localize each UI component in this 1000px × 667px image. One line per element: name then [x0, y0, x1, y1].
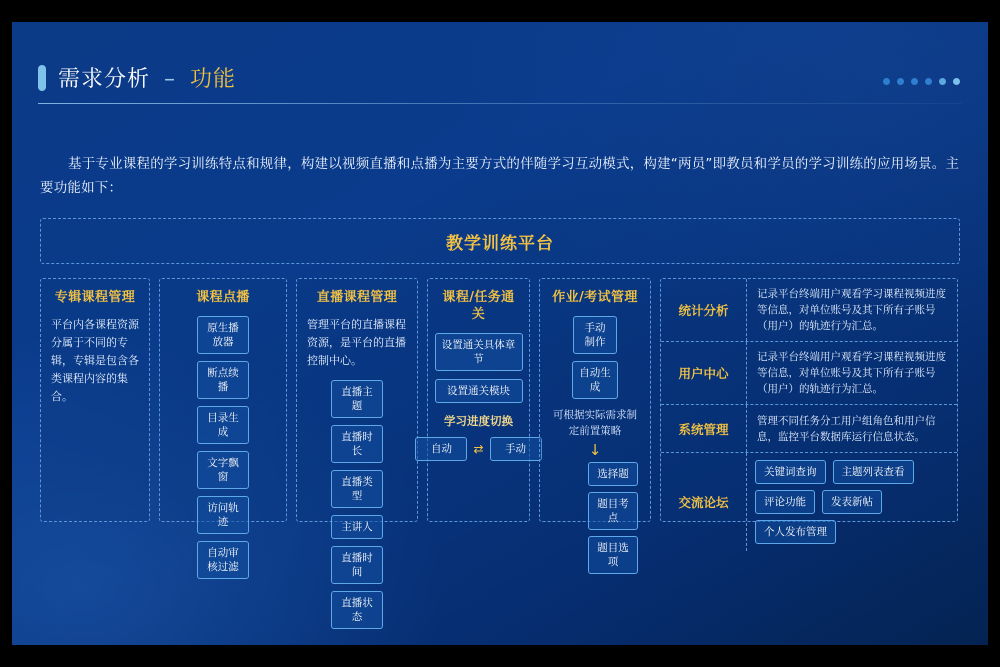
letterbox-left — [0, 0, 12, 667]
column-title: 直播课程管理 — [316, 290, 398, 305]
row-discussion-forum — [661, 453, 957, 551]
chip-group — [305, 380, 409, 629]
platform-banner — [40, 218, 960, 264]
row-label: 系统管理 — [661, 405, 747, 452]
column-course-task-pass — [427, 278, 530, 522]
slide-header — [38, 62, 236, 93]
row-statistics-analysis — [661, 279, 957, 342]
column-description: 平台内各课程资源分属于不同的专辑，专辑是包含各类课程内容的集合。 — [51, 318, 139, 403]
down-arrow-icon: ↓ — [588, 441, 602, 459]
chip-live-time[interactable]: 直播时间 — [331, 546, 383, 584]
row-label: 统计分析 — [661, 279, 747, 341]
header-accent-bar — [38, 65, 46, 91]
chip-group-top — [548, 316, 642, 399]
page-title-sub: 功能 — [190, 67, 237, 92]
chip-multiple-choice[interactable]: 选择题 — [588, 462, 638, 486]
row-description: 记录平台终端用户观看学习课程视频进度等信息，对单位账号及其下所有子账号（用户）的轨迹行为汇总。 — [757, 288, 946, 332]
column-homework-exam-management — [539, 278, 651, 568]
strategy-note: 可根据实际需求制定前置策略 — [553, 409, 637, 437]
progress-switch-label: 学习进度切换 — [444, 414, 513, 428]
row-label: 用户中心 — [661, 342, 747, 404]
chip-text-floating-window[interactable]: 文字飘窗 — [197, 451, 249, 489]
chip-native-player[interactable]: 原生播放器 — [197, 316, 249, 354]
decorative-dots — [883, 78, 960, 85]
chip-auto-review-filter[interactable]: 自动审核过滤 — [197, 541, 249, 579]
chip-question-point[interactable]: 题目考点 — [588, 492, 638, 530]
column-title: 课程点播 — [196, 290, 250, 305]
chip-catalog-generation[interactable]: 目录生成 — [197, 406, 249, 444]
chip-topic-list-view[interactable]: 主题列表查看 — [833, 460, 914, 484]
chip-new-post[interactable]: 发表新帖 — [822, 490, 882, 514]
function-columns — [40, 278, 958, 623]
column-course-vod — [159, 278, 287, 573]
chip-group — [168, 316, 278, 579]
chip-live-topic[interactable]: 直播主题 — [331, 380, 383, 418]
row-description: 记录平台终端用户观看学习课程视频进度等信息，对单位账号及其下所有子账号（用户）的轨迹行为汇总。 — [757, 351, 946, 395]
letterbox-bottom — [0, 645, 1000, 667]
right-panel — [660, 278, 958, 538]
letterbox-top — [0, 0, 1000, 22]
chip-live-speaker[interactable]: 主讲人 — [331, 515, 383, 539]
column-description: 管理平台的直播课程资源，是平台的直播控制中心。 — [307, 318, 406, 367]
letterbox-right — [988, 0, 1000, 667]
chip-resume-playback[interactable]: 断点续播 — [197, 361, 249, 399]
row-system-management — [661, 405, 957, 453]
chip-comment-function[interactable]: 评论功能 — [755, 490, 815, 514]
chip-set-pass-module[interactable]: 设置通关模块 — [435, 379, 523, 403]
column-title: 课程/任务通关 — [442, 290, 515, 322]
row-description: 管理不同任务分工用户组角色和用户信息，监控平台数据库运行信息状态。 — [757, 414, 936, 443]
chip-live-type[interactable]: 直播类型 — [331, 470, 383, 508]
forum-chip-group — [747, 453, 957, 551]
chip-auto-mode[interactable]: 自动 — [415, 437, 467, 461]
chip-live-status[interactable]: 直播状态 — [331, 591, 383, 629]
chip-keyword-search[interactable]: 关键词查询 — [755, 460, 826, 484]
column-live-course-management — [296, 278, 418, 623]
chip-manual-mode[interactable]: 手动 — [490, 437, 542, 461]
chip-auto-generation[interactable]: 自动生成 — [572, 361, 618, 399]
column-title: 专辑课程管理 — [54, 290, 136, 305]
page-title-main: 需求分析 — [58, 67, 151, 92]
chip-group — [430, 333, 527, 461]
auto-manual-toggle[interactable] — [415, 437, 541, 461]
page-title-separator: – — [164, 67, 177, 92]
intro-paragraph: 基于专业课程的学习训练特点和规律，构建以视频直播和点播为主要方式的伴随学习互动模式，构建“两员”即教员和学员的学习训练的应用场景。主要功能如下： — [40, 156, 960, 196]
page-title — [58, 62, 236, 93]
platform-title: 教学训练平台 — [446, 233, 554, 254]
row-user-center — [661, 342, 957, 405]
swap-arrows-icon: ⇄ — [473, 441, 484, 456]
chip-group-bottom — [548, 462, 642, 574]
chip-visit-trace[interactable]: 访问轨迹 — [197, 496, 249, 534]
chip-question-options[interactable]: 题目选项 — [588, 536, 638, 574]
header-divider — [38, 103, 962, 104]
column-album-course-management — [40, 278, 150, 522]
chip-personal-post-management[interactable]: 个人发布管理 — [755, 520, 836, 544]
row-label: 交流论坛 — [661, 453, 747, 551]
chip-live-duration[interactable]: 直播时长 — [331, 425, 383, 463]
chip-set-pass-chapter[interactable]: 设置通关具体章节 — [435, 333, 523, 371]
chip-manual-creation[interactable]: 手动制作 — [573, 316, 617, 354]
column-title: 作业/考试管理 — [552, 290, 638, 305]
